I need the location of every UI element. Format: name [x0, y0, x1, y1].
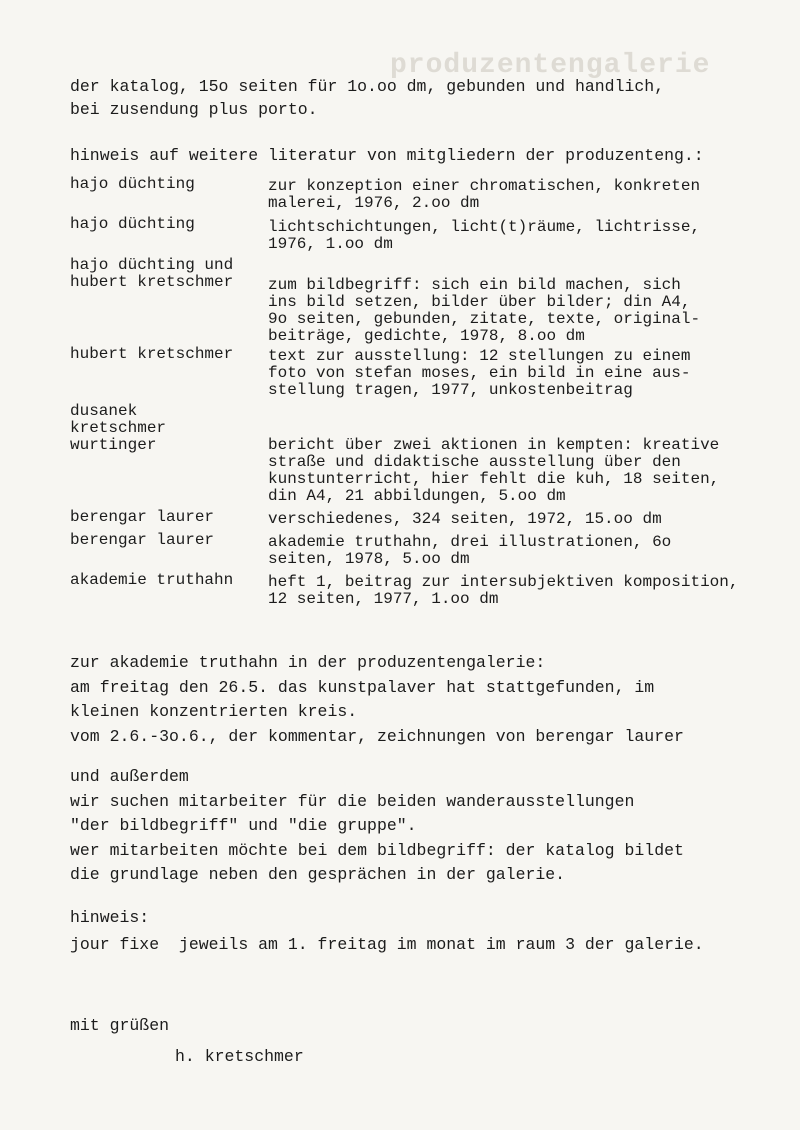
literature-author: berengar laurer — [70, 531, 215, 549]
intro-line-1: der katalog, 15o seiten für 1o.oo dm, gebunden und handlich, — [70, 77, 665, 96]
literature-author: hajo düchting und hubert kretschmer — [70, 256, 234, 291]
literature-text: heft 1, beitrag zur intersubjektiven komposition, 12 seiten, 1977, 1.oo dm — [268, 573, 739, 608]
signature: h. kretschmer — [175, 1047, 304, 1066]
ausserdem-line-4: wer mitarbeiten möchte bei dem bildbegriff: der katalog bildet — [70, 841, 684, 860]
intro-line-2: bei zusendung plus porto. — [70, 100, 318, 119]
closing-greeting: mit grüßen — [70, 1016, 170, 1035]
literature-author: hajo düchting — [70, 175, 195, 193]
literature-text: akademie truthahn, drei illustrationen, 6o seiten, 1978, 5.oo dm — [268, 533, 672, 568]
literature-text: zur konzeption einer chromatischen, konkreten malerei, 1976, 2.oo dm — [268, 177, 701, 212]
literature-text: lichtschichtungen, licht(t)räume, lichtrisse, 1976, 1.oo dm — [268, 218, 701, 253]
akademie-line-4: vom 2.6.-3o.6., der kommentar, zeichnungen von berengar laurer — [70, 727, 684, 746]
ausserdem-line-5: die grundlage neben den gesprächen in der galerie. — [70, 865, 566, 884]
literature-heading: hinweis auf weitere literatur von mitgliedern der produzenteng.: — [70, 146, 704, 165]
hinweis-text: jour fixe jeweils am 1. freitag im monat im raum 3 der galerie. — [70, 935, 704, 954]
literature-author: dusanek kretschmer wurtinger — [70, 402, 167, 454]
literature-text: bericht über zwei aktionen in kempten: kreative straße und didaktische ausstellung über den kunstunterricht, hier fehlt die kuh, 18 seiten, din A4, 21 abbildungen, 5.oo dm — [268, 436, 720, 505]
akademie-line-2: am freitag den 26.5. das kunstpalaver hat stattgefunden, im — [70, 678, 655, 697]
akademie-line-1: zur akademie truthahn in der produzentengalerie: — [70, 653, 546, 672]
literature-author: berengar laurer — [70, 508, 215, 526]
literature-author: hubert kretschmer — [70, 345, 234, 363]
literature-author: akademie truthahn — [70, 571, 234, 589]
hinweis-label: hinweis: — [70, 908, 150, 927]
ausserdem-line-3: "der bildbegriff" und "die gruppe". — [70, 816, 417, 835]
literature-text: zum bildbegriff: sich ein bild machen, sich ins bild setzen, bilder über bilder; din A4, 9o seiten, gebunden, zitate, texte, original- beiträge, gedichte, 1978, 8.oo dm — [268, 276, 701, 345]
ausserdem-line-1: und außerdem — [70, 767, 189, 786]
ausserdem-line-2: wir suchen mitarbeiter für die beiden wanderausstellungen — [70, 792, 635, 811]
show-through-heading: produzentengalerie — [390, 50, 711, 81]
literature-text: text zur ausstellung: 12 stellungen zu einem foto von stefan moses, ein bild in eine aus- stellung tragen, 1977, unkostenbeitrag — [268, 347, 691, 399]
literature-author: hajo düchting — [70, 215, 195, 233]
akademie-line-3: kleinen konzentrierten kreis. — [70, 702, 358, 721]
literature-text: verschiedenes, 324 seiten, 1972, 15.oo dm — [268, 510, 662, 528]
